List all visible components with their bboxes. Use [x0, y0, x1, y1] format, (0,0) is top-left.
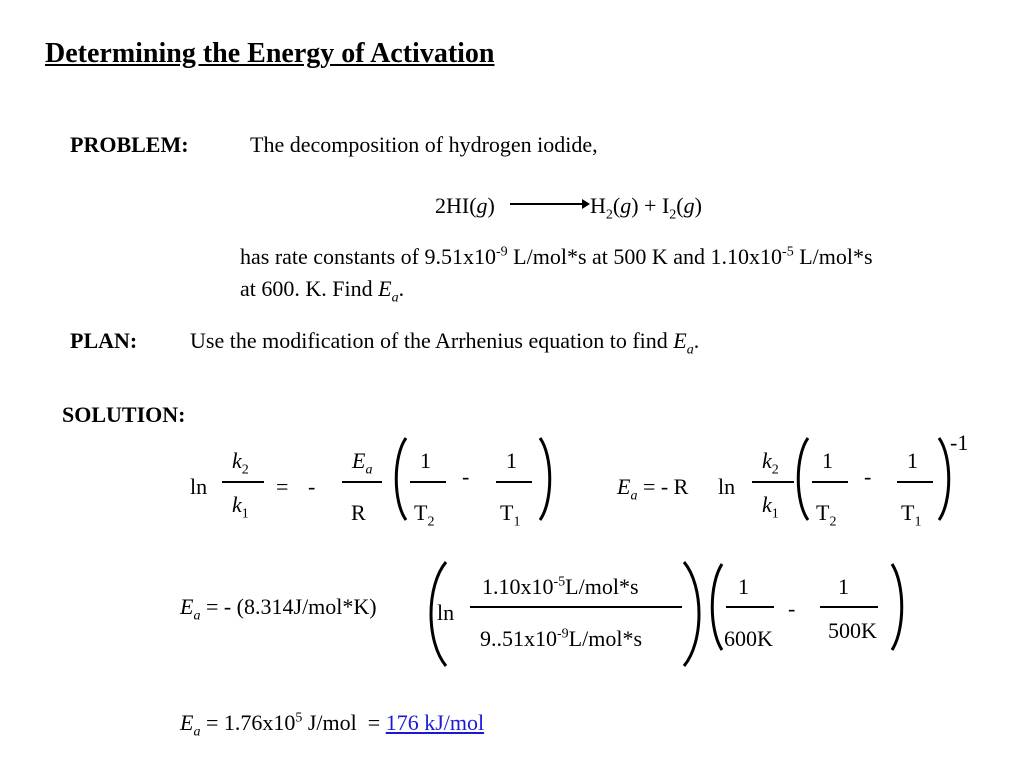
eq1-k2: $k_2$	[232, 448, 249, 478]
problem-intro: The decomposition of hydrogen iodide,	[250, 132, 598, 157]
eq2-ln: ln	[718, 474, 736, 499]
answer-link[interactable]: 176 kJ/mol	[385, 710, 485, 735]
eq2-T1: $T_1$	[901, 500, 922, 530]
eq3-one-a: 1	[738, 574, 749, 599]
eq2-minus: -	[864, 464, 872, 489]
reaction-reactant: 2HI(g)	[435, 193, 495, 218]
page-title: Determining the Energy of Activation	[45, 38, 495, 69]
eq3-right-paren-big-icon	[680, 560, 706, 668]
result-line: $E_a = 1.76x10^5$ J/mol = 176 kJ/mol	[180, 710, 485, 740]
problem-label: PROBLEM:	[70, 132, 189, 157]
problem-line-2: at 600. K. Find $E_a$.	[240, 276, 405, 306]
eq1-T1: $T_1$	[500, 500, 521, 530]
eq1-minus: -	[308, 474, 316, 499]
eq1-minus-2: -	[462, 464, 470, 489]
reaction-products: $H_2(g) + I_2(g)$	[590, 193, 702, 223]
eq3-ln: ln	[437, 600, 455, 625]
eq1-left-paren-icon	[390, 436, 410, 522]
eq1-one-a: 1	[420, 448, 431, 473]
eq3-minus: -	[788, 596, 796, 621]
eq2-k1: $k_1$	[762, 492, 779, 522]
eq1-one-b: 1	[506, 448, 517, 473]
eq2-left-paren-icon	[792, 436, 812, 522]
plan-label: PLAN:	[70, 328, 138, 353]
eq3-numerator: $1.10x10^{-5}L/mol*s$	[482, 574, 639, 599]
eq3-600K: 600K	[724, 626, 773, 651]
eq1-equals: =	[276, 474, 289, 499]
plan-text: Use the modification of the Arrhenius equation to find $E_a$.	[190, 328, 700, 358]
eq3-right-paren-icon	[888, 562, 908, 652]
solution-label: SOLUTION:	[62, 402, 186, 427]
eq1-k1: $k_1$	[232, 492, 249, 522]
eq1-T2: $T_2$	[414, 500, 435, 530]
eq3-denominator: $9..51x10^{-9}L/mol*s$	[480, 626, 643, 651]
eq1-right-paren-icon	[536, 436, 556, 522]
eq2-k2: $k_2$	[762, 448, 779, 478]
eq2-one-b: 1	[907, 448, 918, 473]
eq1-ln: ln	[190, 474, 208, 499]
eq3-one-b: 1	[838, 574, 849, 599]
eq2-T2: $T_2$	[816, 500, 837, 530]
eq2-exponent: -1	[950, 430, 969, 455]
eq3-500K: 500K	[828, 618, 877, 643]
eq1-Ea: $E_a$	[352, 448, 373, 478]
eq3-left-paren-icon	[706, 562, 726, 652]
problem-line-1: has rate constants of $9.51x10^{-9}$ L/mol*s at 500 K and $1.10x10^{-5}$ L/mol*s	[240, 244, 873, 269]
reaction-arrow-icon	[510, 198, 590, 210]
eq2-lhs: $E_a$ = - R	[617, 474, 689, 504]
eq2-one-a: 1	[822, 448, 833, 473]
eq1-R: R	[351, 500, 366, 525]
eq3-lhs: $E_a$ = - (8.314J/mol*K)	[180, 594, 377, 624]
